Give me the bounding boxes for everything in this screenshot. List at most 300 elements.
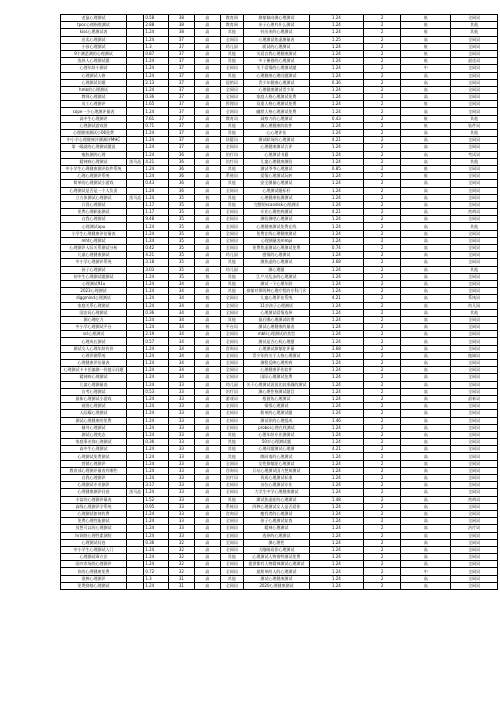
table-cell: 中小学心理测试平台 — [61, 324, 127, 331]
table-cell: 各位心理测试专业 — [243, 482, 309, 489]
table-row — [61, 367, 498, 374]
table-cell: 完整的scandisk心理测试 — [243, 201, 309, 208]
table-cell — [127, 237, 144, 244]
table-cell: 1.24 — [309, 194, 363, 201]
table-row — [61, 295, 498, 302]
table-cell: 高 — [401, 475, 451, 482]
table-cell: 2 — [363, 137, 401, 144]
table-cell: 1.24 — [144, 582, 168, 589]
table-cell — [127, 582, 144, 589]
table-cell: 全网词 — [220, 86, 243, 93]
table-cell: 全网词 — [220, 230, 243, 237]
table-cell — [127, 316, 144, 323]
table-cell: 其他 — [220, 130, 243, 137]
table-cell: 全网词 — [451, 180, 498, 187]
table-cell: 高 — [195, 374, 220, 381]
table-cell: 1.24 — [144, 367, 168, 374]
table-cell: 全网词 — [220, 223, 243, 230]
table-cell: 高 — [401, 360, 451, 367]
table-cell — [127, 460, 144, 467]
table-cell: 幼儿园 — [451, 302, 498, 309]
table-cell: 高 — [195, 403, 220, 410]
table-cell: 设疑词 — [220, 137, 243, 144]
table-cell: cope一少心理测评量表 — [61, 108, 127, 115]
table-cell: 1.24 — [309, 503, 363, 510]
table-cell: 第一眼就的心理测试题说 — [61, 144, 127, 151]
table-cell — [127, 29, 144, 36]
table-cell: 全网词 — [451, 72, 498, 79]
table-cell: 低 — [401, 122, 451, 129]
table-cell: 1.24 — [309, 108, 363, 115]
table-cell: 34 — [168, 352, 194, 359]
table-cell: 2.13 — [144, 79, 168, 86]
table-cell: 38 — [168, 22, 194, 29]
table-cell: 1.24 — [309, 50, 363, 57]
table-cell: 高 — [195, 431, 220, 438]
table-cell: 高中生心理测试 — [61, 446, 127, 453]
table-cell — [127, 280, 144, 287]
table-row — [61, 482, 498, 489]
table-cell — [127, 165, 144, 172]
table-cell: 2 — [363, 467, 401, 474]
table-cell: 其他 — [220, 575, 243, 582]
table-cell: 0.36 — [309, 79, 363, 86]
table-cell: 0.72 — [144, 568, 168, 575]
table-cell: 全网词 — [451, 424, 498, 431]
table-cell — [127, 65, 144, 72]
table-cell: 教育网 — [220, 22, 243, 29]
table-cell: 1.24 — [309, 475, 363, 482]
table-cell: 全网词 — [451, 43, 498, 50]
table-cell: 其他 — [220, 180, 243, 187]
table-cell: 0.57 — [144, 338, 168, 345]
table-cell: 2 — [363, 79, 401, 86]
table-cell: 高 — [195, 50, 220, 57]
table-cell: 2 — [363, 237, 401, 244]
table-cell: 32 — [168, 561, 194, 568]
keyword-data-table — [60, 14, 498, 590]
table-cell: 33 — [168, 403, 194, 410]
table-cell: 测试是否心机心理题 — [243, 338, 309, 345]
table-cell: 2 — [363, 367, 401, 374]
table-cell: 1.24 — [309, 367, 363, 374]
table-row — [61, 518, 498, 525]
table-cell: 高 — [401, 144, 451, 151]
table-cell: 心理健康测试免费在线 — [243, 223, 309, 230]
table-cell: 全网词 — [220, 374, 243, 381]
table-cell: 2 — [363, 554, 401, 561]
table-cell: 2 — [363, 115, 401, 122]
table-cell: 全网词 — [220, 209, 243, 216]
table-cell: 1.24 — [144, 36, 168, 43]
table-cell: 高 — [401, 324, 451, 331]
table-cell: 最佳词 — [451, 58, 498, 65]
table-cell: 高 — [195, 561, 220, 568]
table-cell: 高 — [401, 331, 451, 338]
table-cell: 教育网 — [220, 15, 243, 22]
table-cell: 1.24 — [309, 43, 363, 50]
table-cell: 33 — [168, 475, 194, 482]
table-cell: 全网词 — [451, 431, 498, 438]
table-row — [61, 22, 498, 29]
table-cell: 全网词 — [220, 65, 243, 72]
table-row — [61, 165, 498, 172]
table-row — [61, 439, 498, 446]
table-cell: 高 — [401, 460, 451, 467]
table-cell: 心理测试切题 — [61, 79, 127, 86]
table-cell — [127, 43, 144, 50]
table-cell: 37 — [168, 130, 194, 137]
table-cell: 免费抑郁心理测试 — [61, 582, 127, 589]
table-cell: 全网词 — [451, 489, 498, 496]
table-cell: 1.24 — [309, 316, 363, 323]
table-cell: 2 — [363, 266, 401, 273]
table-cell: 高 — [401, 201, 451, 208]
table-cell: 高 — [195, 115, 220, 122]
table-cell: 全网词 — [451, 173, 498, 180]
table-cell: 31 — [168, 575, 194, 582]
table-row — [61, 115, 498, 122]
table-row — [61, 431, 498, 438]
table-cell — [127, 209, 144, 216]
table-cell: 1.24 — [144, 561, 168, 568]
table-cell: 心理测试人物推特测试免费 — [243, 554, 309, 561]
table-cell: 2 — [363, 194, 401, 201]
table-cell: 心理成长测试 — [61, 338, 127, 345]
table-cell: 抑郁倾向测心理测试 — [243, 15, 309, 22]
table-cell: 心理测试卡卡任编测一份提示问题 — [61, 367, 127, 374]
table-cell: 高 — [401, 316, 451, 323]
table-row — [61, 403, 498, 410]
table-cell: 选择人心理测试题 — [61, 58, 127, 65]
table-cell: 37 — [168, 50, 194, 57]
table-cell: 33 — [168, 489, 194, 496]
table-cell: 高 — [401, 137, 451, 144]
table-cell: mht心理测试 — [61, 237, 127, 244]
table-cell: 33 — [168, 525, 194, 532]
table-cell: 2 — [363, 410, 401, 417]
table-cell: 2 — [363, 417, 401, 424]
table-cell: 2 — [363, 561, 401, 568]
table-cell: 1.24 — [309, 352, 363, 359]
table-cell: 安全测量心理测试 — [243, 180, 309, 187]
table-cell: 高 — [401, 79, 451, 86]
table-cell: 1.24 — [309, 280, 363, 287]
table-cell: 全网词 — [451, 108, 498, 115]
table-cell: 0.36 — [144, 539, 168, 546]
table-row — [61, 259, 498, 266]
table-cell: 高 — [401, 417, 451, 424]
table-cell: 高 — [401, 94, 451, 101]
table-cell: 1.24 — [309, 201, 363, 208]
table-cell: 高 — [195, 309, 220, 316]
table-cell: 测试你的心理组成 — [243, 417, 309, 424]
table-cell: 洞察力的心理测试 — [243, 115, 309, 122]
table-cell: 1.24 — [309, 324, 363, 331]
table-cell: 2 — [363, 575, 401, 582]
table-cell: 7.61 — [144, 115, 168, 122]
table-cell: 2 — [363, 431, 401, 438]
table-cell: 全网词 — [451, 280, 498, 287]
table-cell: 1.24 — [144, 165, 168, 172]
table-cell: 国内市场的心理测评 — [61, 561, 127, 568]
table-row — [61, 309, 498, 316]
table-cell: 高 — [401, 86, 451, 93]
table-cell: 黑马品 — [127, 194, 144, 201]
table-row — [61, 130, 498, 137]
table-cell — [127, 345, 144, 352]
table-row — [61, 424, 498, 431]
table-cell: 全网词 — [451, 554, 498, 561]
table-row — [61, 58, 498, 65]
table-cell: 34 — [168, 345, 194, 352]
table-cell: 兵站心理测试国力想知测试 — [243, 467, 309, 474]
table-cell: 高 — [195, 209, 220, 216]
table-row — [61, 388, 498, 395]
table-row — [61, 467, 498, 474]
table-row — [61, 180, 498, 187]
table-cell: 心理测试免费测试 — [61, 453, 127, 460]
table-cell: 高 — [195, 252, 220, 259]
table-cell: 其他 — [220, 259, 243, 266]
table-row — [61, 489, 498, 496]
table-cell: 2 — [363, 295, 401, 302]
table-cell: 1.24 — [309, 424, 363, 431]
table-row — [61, 280, 498, 287]
table-cell: 35 — [168, 216, 194, 223]
table-cell: 高 — [401, 403, 451, 410]
table-cell: 心理年龄小测试 — [61, 65, 127, 72]
table-cell: 心理年龄专业测测试 — [243, 431, 309, 438]
table-cell: 高 — [195, 439, 220, 446]
table-cell — [127, 546, 144, 553]
table-cell: 1.24 — [309, 58, 363, 65]
table-cell: 2 — [363, 381, 401, 388]
table-cell: 全网词 — [220, 417, 243, 424]
table-row — [61, 65, 498, 72]
table-cell: 全网词 — [451, 345, 498, 352]
table-cell: 全网词 — [451, 230, 498, 237]
table-row — [61, 266, 498, 273]
table-cell: 全网词 — [451, 50, 498, 57]
table-cell: 33 — [168, 518, 194, 525]
table-cell: 2 — [363, 525, 401, 532]
table-cell: 国际心理测试免费 — [243, 374, 309, 381]
table-cell: 2 — [363, 388, 401, 395]
table-cell: 1.24 — [144, 187, 168, 194]
table-cell: 全网词 — [451, 201, 498, 208]
table-cell: 测试心理健康测试 — [243, 575, 309, 582]
table-cell: 2 — [363, 94, 401, 101]
table-cell: kiss心理测试表 — [61, 29, 127, 36]
table-cell — [127, 295, 144, 302]
table-cell: 简单的心理测试题 — [243, 410, 309, 417]
table-cell: 出卖心理测试 — [61, 36, 127, 43]
table-cell: 自我心理测试 — [61, 216, 127, 223]
table-cell: 免费焦虑测试心理测试免费 — [243, 245, 309, 252]
table-cell: 1.17 — [144, 209, 168, 216]
table-cell: 1.24 — [309, 266, 363, 273]
table-cell: 其他 — [451, 266, 498, 273]
table-cell: 高 — [195, 101, 220, 108]
table-cell: 地域词 — [451, 352, 498, 359]
table-cell: 关于爱情的心理测试题 — [243, 65, 309, 72]
table-cell — [127, 352, 144, 359]
table-cell: 36 — [168, 180, 194, 187]
table-cell — [127, 539, 144, 546]
table-cell: diggmind心理测试 — [61, 295, 127, 302]
table-cell: 高 — [401, 302, 451, 309]
table-cell: 全网词 — [451, 165, 498, 172]
table-cell: 江户川乱步的心理测试 — [243, 273, 309, 280]
table-row — [61, 331, 498, 338]
table-cell: 33 — [168, 395, 194, 402]
table-cell — [127, 15, 144, 22]
table-cell: 2 — [363, 338, 401, 345]
table-cell: 国安局心理测试 — [61, 309, 127, 316]
table-cell: 全网词 — [220, 568, 243, 575]
table-cell: 全网词 — [451, 475, 498, 482]
table-cell: 1.24 — [144, 518, 168, 525]
table-cell: 1.24 — [144, 345, 168, 352]
table-cell: 1.24 — [309, 94, 363, 101]
table-cell — [127, 467, 144, 474]
table-cell — [127, 532, 144, 539]
table-cell — [127, 259, 144, 266]
table-cell: 其他 — [451, 115, 498, 122]
table-cell: 高 — [401, 503, 451, 510]
table-cell: 高 — [401, 309, 451, 316]
table-cell: 1.24 — [309, 158, 363, 165]
table-cell — [127, 367, 144, 374]
table-cell: 高 — [401, 374, 451, 381]
table-cell: 34 — [168, 309, 194, 316]
table-cell — [127, 180, 144, 187]
table-cell: 兵役心理测试 — [61, 201, 127, 208]
table-cell — [127, 245, 144, 252]
table-cell: 其他 — [451, 223, 498, 230]
table-cell: 高 — [401, 187, 451, 194]
table-cell: 35 — [168, 273, 194, 280]
table-cell: 34 — [168, 324, 194, 331]
table-cell — [127, 50, 144, 57]
table-cell: 1.24 — [144, 525, 168, 532]
table-cell: 36 — [168, 165, 194, 172]
table-cell: 37 — [168, 43, 194, 50]
table-cell: 2 — [363, 216, 401, 223]
table-cell: 心理测试如何收费 — [61, 510, 127, 517]
table-cell: 全网词 — [451, 331, 498, 338]
table-cell: 全网词 — [220, 525, 243, 532]
table-cell: 疾病词 — [451, 496, 498, 503]
table-cell: 其他 — [220, 165, 243, 172]
table-cell: 心理测试人格 — [61, 72, 127, 79]
table-cell: 3.03 — [144, 266, 168, 273]
table-cell: 高 — [401, 266, 451, 273]
table-cell: 32 — [168, 539, 194, 546]
table-cell: 35 — [168, 237, 194, 244]
table-cell: 1.24 — [309, 381, 363, 388]
table-cell — [127, 410, 144, 417]
table-cell: 2 — [363, 352, 401, 359]
table-cell: 2.19 — [144, 331, 168, 338]
table-cell: 高 — [195, 151, 220, 158]
table-cell: 1.24 — [309, 489, 363, 496]
table-cell: 全网词 — [220, 561, 243, 568]
table-cell: 高 — [195, 86, 220, 93]
table-cell: 1.24 — [309, 309, 363, 316]
table-cell: 0.42 — [144, 245, 168, 252]
table-cell: 1.24 — [309, 568, 363, 575]
table-cell: 高 — [195, 388, 220, 395]
table-row — [61, 216, 498, 223]
table-cell: 咨询词 — [220, 510, 243, 517]
table-cell: 高 — [195, 467, 220, 474]
table-cell: 2 — [363, 158, 401, 165]
table-cell: 1.24 — [309, 302, 363, 309]
table-cell: 高 — [195, 367, 220, 374]
table-row — [61, 245, 498, 252]
table-cell — [127, 554, 144, 561]
table-cell: 2 — [363, 230, 401, 237]
table-cell: 36 — [168, 187, 194, 194]
table-cell: 全网词 — [220, 360, 243, 367]
table-cell: 37 — [168, 115, 194, 122]
table-cell: 高 — [195, 395, 220, 402]
table-cell: 33 — [168, 503, 194, 510]
table-cell: 全网词 — [451, 237, 498, 244]
table-cell: 高 — [401, 130, 451, 137]
table-cell: 1.24 — [144, 295, 168, 302]
table-cell: 家庭人格心理测试免费 — [243, 94, 309, 101]
table-cell: 全网词 — [451, 15, 498, 22]
table-cell: 1.24 — [144, 417, 168, 424]
table-cell: 高 — [401, 237, 451, 244]
table-cell: 心理评测系统 — [61, 352, 127, 359]
table-cell: 1.24 — [309, 575, 363, 582]
table-cell: 关爱自我心理健康测试 — [243, 50, 309, 57]
table-cell: 34 — [168, 316, 194, 323]
table-cell: 全网词 — [220, 338, 243, 345]
table-cell: 1.24 — [309, 388, 363, 395]
table-row — [61, 324, 498, 331]
table-row — [61, 29, 498, 36]
table-cell: 高 — [195, 582, 220, 589]
table-cell: 3.17 — [144, 482, 168, 489]
table-cell: 35 — [168, 266, 194, 273]
table-cell — [127, 137, 144, 144]
table-cell: 2 — [363, 144, 401, 151]
table-cell: 全网词 — [220, 216, 243, 223]
table-cell: 1.24 — [144, 475, 168, 482]
table-cell: 中小学生心理测试入门 — [61, 546, 127, 553]
table-cell — [127, 381, 144, 388]
table-cell: 2 — [363, 309, 401, 316]
table-cell: 高 — [195, 288, 220, 295]
table-row — [61, 86, 498, 93]
table-cell: 根据鱼心理测试 — [243, 395, 309, 402]
table-cell: 心理测试问卷 — [61, 539, 127, 546]
table-cell: 高 — [401, 496, 451, 503]
table-cell: 36 — [168, 151, 194, 158]
table-cell: 34 — [168, 295, 194, 302]
table-cell — [127, 86, 144, 93]
table-cell: 其他 — [220, 273, 243, 280]
table-cell: 高 — [195, 65, 220, 72]
table-cell: 低 — [401, 115, 451, 122]
table-cell: 全网词 — [451, 273, 498, 280]
table-cell: proboi心理在线测试 — [243, 424, 309, 431]
